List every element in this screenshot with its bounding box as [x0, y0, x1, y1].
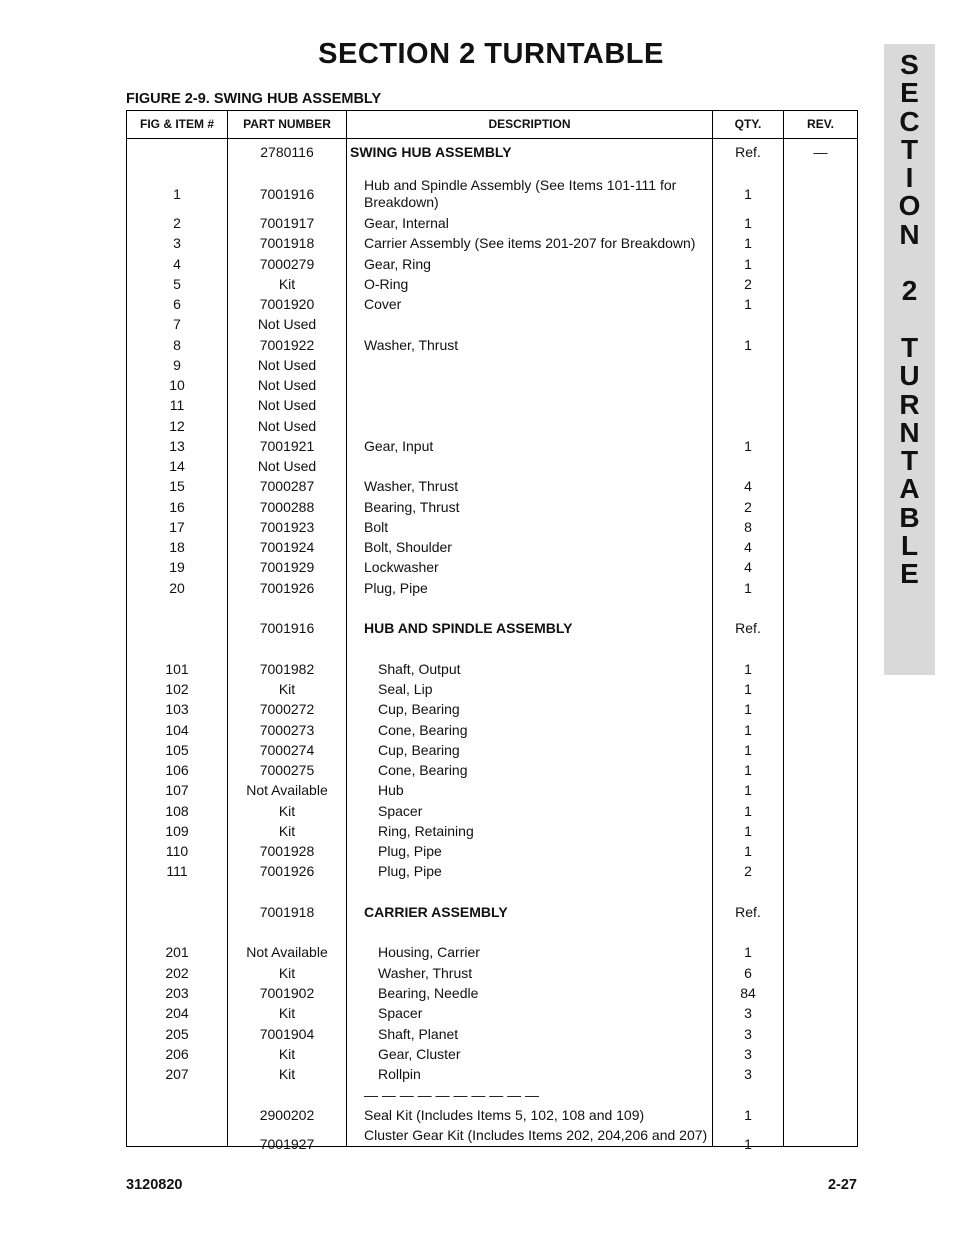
- quantity: 1: [744, 803, 752, 819]
- item-number: 106: [165, 762, 189, 778]
- quantity: 1: [744, 823, 752, 839]
- parts-table: [126, 110, 858, 1152]
- side-tab-letter: 2: [901, 275, 918, 307]
- item-number: 101: [165, 661, 189, 677]
- description: Washer, Thrust: [364, 337, 459, 353]
- description: Hub: [378, 782, 404, 798]
- side-tab-letter: E: [900, 558, 919, 590]
- quantity: 1: [744, 782, 752, 798]
- description: Ring, Retaining: [378, 823, 474, 839]
- part-number: 7001926: [259, 580, 315, 596]
- description: — — — — — — — — — —: [364, 1087, 540, 1103]
- part-number: Not Available: [246, 944, 328, 960]
- quantity: 3: [744, 1066, 752, 1082]
- item-number: 7: [173, 316, 181, 332]
- quantity: 1: [744, 944, 752, 960]
- description: HUB AND SPINDLE ASSEMBLY: [364, 620, 573, 636]
- quantity: 1: [744, 722, 752, 738]
- description: Washer, Thrust: [364, 478, 459, 494]
- revision: —: [813, 144, 828, 160]
- quantity: 1: [744, 256, 752, 272]
- description: SWING HUB ASSEMBLY: [350, 144, 512, 160]
- part-number: 7000272: [259, 701, 315, 717]
- part-number: Not Used: [257, 397, 317, 413]
- quantity: 1: [744, 296, 752, 312]
- quantity: 1: [744, 438, 752, 454]
- description: Plug, Pipe: [378, 843, 442, 859]
- quantity: 4: [744, 539, 752, 555]
- header-qty: QTY.: [734, 117, 762, 131]
- quantity: 4: [744, 478, 752, 494]
- item-number: 110: [165, 843, 189, 859]
- part-number: 7001982: [259, 661, 315, 677]
- description: Cluster Gear Kit (Includes Items 202, 204,206 and 207): [364, 1127, 708, 1143]
- item-number: 3: [173, 235, 181, 251]
- quantity: 1: [744, 580, 752, 596]
- description: Seal Kit (Includes Items 5, 102, 108 and 109): [364, 1107, 645, 1123]
- part-number: Kit: [278, 965, 296, 981]
- side-tab-letter: T: [900, 133, 919, 165]
- side-tab-letter: O: [898, 190, 921, 222]
- item-number: 4: [173, 256, 181, 272]
- description: Hub and Spindle Assembly (See Items 101-111 for Breakdown): [364, 177, 677, 210]
- part-number: Not Available: [246, 782, 328, 798]
- part-number: 7001916: [259, 620, 315, 636]
- quantity: 1: [744, 235, 752, 251]
- part-number: 7001916: [259, 186, 315, 202]
- item-number: 111: [166, 863, 188, 879]
- quantity: 84: [740, 985, 756, 1001]
- part-number: Kit: [278, 1005, 296, 1021]
- item-number: 201: [165, 944, 189, 960]
- item-number: 102: [165, 681, 189, 697]
- quantity: 1: [744, 661, 752, 677]
- description: Bolt, Shoulder: [364, 539, 452, 555]
- item-number: 10: [169, 377, 185, 393]
- description: Bearing, Needle: [378, 985, 479, 1001]
- side-tab-letter: T: [900, 445, 919, 477]
- side-tab-letter: N: [899, 416, 920, 448]
- description: Gear, Ring: [364, 256, 431, 272]
- side-tab-letter: T: [900, 331, 919, 363]
- description: Plug, Pipe: [378, 863, 442, 879]
- part-number: 7001927: [259, 1136, 315, 1152]
- item-number: 8: [173, 337, 181, 353]
- column-divider: [346, 111, 347, 1146]
- description: O-Ring: [364, 276, 409, 292]
- description: Washer, Thrust: [378, 965, 473, 981]
- quantity: 3: [744, 1046, 752, 1062]
- description: Cone, Bearing: [378, 722, 468, 738]
- quantity: 1: [744, 742, 752, 758]
- quantity: Ref.: [735, 620, 761, 636]
- quantity: 1: [744, 1107, 752, 1123]
- item-number: 9: [173, 357, 181, 373]
- header-item: FIG & ITEM #: [139, 117, 214, 131]
- part-number: 7001928: [259, 843, 315, 859]
- description: Seal, Lip: [378, 681, 433, 697]
- part-number: Not Used: [257, 377, 317, 393]
- item-number: 207: [165, 1066, 189, 1082]
- quantity: 1: [744, 762, 752, 778]
- part-number: 7001918: [259, 904, 315, 920]
- description: Spacer: [378, 1005, 423, 1021]
- description: Bearing, Thrust: [364, 499, 460, 515]
- section-title: SECTION 2 TURNTABLE: [318, 38, 664, 70]
- part-number: 7001922: [259, 337, 315, 353]
- header-part-number: PART NUMBER: [243, 117, 331, 131]
- part-number: 7001920: [259, 296, 315, 312]
- part-number: 7000279: [259, 256, 315, 272]
- side-tab-letter: L: [900, 530, 919, 562]
- header-description: DESCRIPTION: [488, 117, 571, 131]
- item-number: 203: [165, 985, 189, 1001]
- description: Bolt: [364, 519, 389, 535]
- part-number: Kit: [278, 276, 296, 292]
- item-number: 204: [165, 1005, 189, 1021]
- quantity: 1: [744, 681, 752, 697]
- description: Housing, Carrier: [378, 944, 480, 960]
- quantity: 1: [744, 1136, 752, 1152]
- part-number: 7001918: [259, 235, 315, 251]
- side-tab-letter: R: [899, 388, 920, 420]
- quantity: 4: [744, 559, 752, 575]
- side-tab-letter: B: [899, 501, 920, 533]
- quantity: 2: [744, 276, 752, 292]
- part-number: 7001926: [259, 863, 315, 879]
- description: Cup, Bearing: [378, 742, 460, 758]
- item-number: 5: [173, 276, 181, 292]
- part-number: 7001921: [259, 438, 315, 454]
- item-number: 103: [165, 701, 189, 717]
- description: Shaft, Output: [378, 661, 461, 677]
- part-number: Kit: [278, 681, 296, 697]
- quantity: 1: [744, 337, 752, 353]
- quantity: 1: [744, 843, 752, 859]
- quantity: 3: [744, 1026, 752, 1042]
- part-number: 7000273: [259, 722, 315, 738]
- item-number: 12: [169, 418, 185, 434]
- item-number: 202: [165, 965, 189, 981]
- description: Spacer: [378, 803, 423, 819]
- description: Shaft, Planet: [378, 1026, 459, 1042]
- item-number: 17: [169, 519, 185, 535]
- item-number: 20: [169, 580, 185, 596]
- quantity: Ref.: [735, 904, 761, 920]
- part-number: 7000287: [259, 478, 315, 494]
- side-tab-letter: N: [899, 218, 920, 250]
- item-number: 107: [165, 782, 189, 798]
- description: Rollpin: [378, 1066, 421, 1082]
- part-number: 2780116: [260, 144, 314, 160]
- part-number: Not Used: [257, 418, 317, 434]
- item-number: 2: [173, 215, 181, 231]
- item-number: 11: [169, 397, 185, 413]
- side-tab-letter: E: [900, 77, 919, 109]
- part-number: Kit: [278, 1046, 296, 1062]
- part-number: Kit: [278, 823, 296, 839]
- part-number: 2900202: [259, 1107, 315, 1123]
- side-tab-letter: S: [900, 49, 919, 80]
- side-tab-letter: C: [899, 105, 920, 137]
- item-number: 6: [173, 296, 181, 312]
- description: Cone, Bearing: [378, 762, 468, 778]
- quantity: 1: [744, 701, 752, 717]
- part-number: 7001902: [259, 985, 315, 1001]
- part-number: 7001929: [259, 559, 315, 575]
- item-number: 108: [165, 803, 189, 819]
- quantity: Ref.: [735, 144, 761, 160]
- item-number: 13: [169, 438, 185, 454]
- item-number: 14: [169, 458, 185, 474]
- item-number: 16: [169, 499, 185, 515]
- section-side-tab: [884, 44, 935, 675]
- quantity: 2: [744, 863, 752, 879]
- part-number: 7001904: [259, 1026, 315, 1042]
- item-number: 105: [165, 742, 189, 758]
- item-number: 15: [169, 478, 185, 494]
- column-divider: [783, 111, 784, 1146]
- quantity: 2: [744, 499, 752, 515]
- quantity: 6: [744, 965, 752, 981]
- description: Lockwasher: [364, 559, 439, 575]
- side-tab-letter: A: [899, 473, 920, 505]
- quantity: 1: [744, 215, 752, 231]
- part-number: Kit: [278, 803, 296, 819]
- quantity: 8: [744, 519, 752, 535]
- part-number: 7000274: [259, 742, 315, 758]
- side-tab-letter: U: [899, 360, 920, 392]
- figure-title: FIGURE 2-9. SWING HUB ASSEMBLY: [126, 91, 382, 107]
- item-number: 104: [165, 722, 189, 738]
- item-number: 109: [165, 823, 189, 839]
- quantity: 3: [744, 1005, 752, 1021]
- description: Carrier Assembly (See items 201-207 for Breakdown): [364, 235, 696, 251]
- part-number: 7000275: [259, 762, 315, 778]
- item-number: 205: [165, 1026, 189, 1042]
- side-tab-letter: I: [905, 162, 914, 194]
- description: Plug, Pipe: [364, 580, 428, 596]
- item-number: 206: [165, 1046, 189, 1062]
- part-number: Not Used: [257, 357, 317, 373]
- description: Gear, Internal: [364, 215, 449, 231]
- part-number: 7001917: [259, 215, 315, 231]
- page-number: 2-27: [827, 1177, 857, 1193]
- part-number: 7001924: [259, 539, 315, 555]
- item-number: 19: [169, 559, 185, 575]
- part-number: 7001923: [259, 519, 315, 535]
- document-number: 3120820: [126, 1177, 183, 1193]
- description: Gear, Cluster: [378, 1046, 461, 1062]
- header-divider: [127, 138, 857, 139]
- part-number: Not Used: [257, 316, 317, 332]
- part-number: Kit: [278, 1066, 296, 1082]
- description: Gear, Input: [364, 438, 434, 454]
- quantity: 1: [744, 186, 752, 202]
- item-number: 1: [173, 186, 181, 202]
- part-number: 7000288: [259, 499, 315, 515]
- header-rev: REV.: [807, 117, 834, 131]
- item-number: 18: [169, 539, 185, 555]
- description: Cup, Bearing: [378, 701, 460, 717]
- description: CARRIER ASSEMBLY: [364, 904, 508, 920]
- part-number: Not Used: [257, 458, 317, 474]
- description: Cover: [364, 296, 402, 312]
